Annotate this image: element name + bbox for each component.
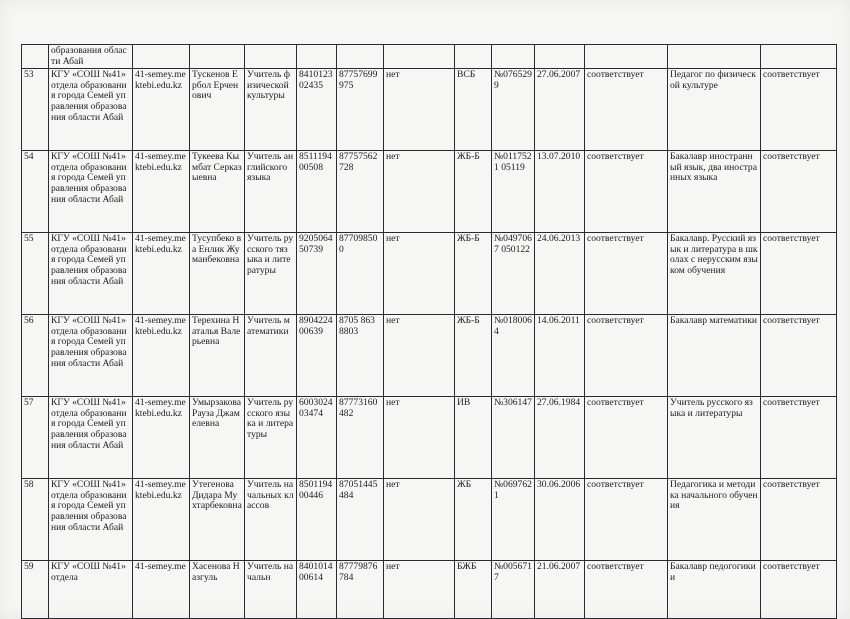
- cell-specialty: Бакалавр иностранный язык, два иностранных языка: [668, 151, 761, 233]
- cell-organization: КГУ «СОШ №41» отдела образования города Семей управления образования области Абай: [49, 151, 133, 233]
- cell-position: Учитель начальных классов: [245, 479, 297, 561]
- cell-conclusion: соответствует: [761, 69, 837, 151]
- cell-number: 57: [22, 397, 49, 479]
- cell-number: 53: [22, 69, 49, 151]
- table-row-fragment: [22, 45, 837, 69]
- cell-website: 41-semey.mektebi.edu.kz: [133, 479, 190, 561]
- cell-number: 56: [22, 315, 49, 397]
- cell-conclusion: соответствует: [761, 561, 837, 619]
- cell-organization: КГУ «СОШ №41» отдела образования города Семей управления образования области Абай: [49, 315, 133, 397]
- cell-website: 41-semey.mektebi.edu.kz: [133, 233, 190, 315]
- cell-full-name: Тукеева Кымбат Серказыевна: [190, 151, 245, 233]
- cell-status: соответствует: [585, 233, 668, 315]
- cell-organization: КГУ «СОШ №41» отдела: [49, 561, 133, 619]
- cell-full-name: Умырзакова Рауза Джамелевна: [190, 397, 245, 479]
- cell-flag: нет: [384, 69, 455, 151]
- cell-diploma-series: ЖБ-Б: [455, 233, 492, 315]
- cell-full-name: Терехина Наталья Валерьевна: [190, 315, 245, 397]
- cell-website: 41-semey.mektebi.edu.kz: [133, 151, 190, 233]
- cell-position: Учитель английского языка: [245, 151, 297, 233]
- cell-status: соответствует: [585, 315, 668, 397]
- cell-conclusion: соответствует: [761, 151, 837, 233]
- cell-date: 27.06.2007: [535, 69, 585, 151]
- cell-flag: нет: [384, 151, 455, 233]
- cell-organization: КГУ «СОШ №41» отдела образования города Семей управления образования области Абай: [49, 233, 133, 315]
- cell-number: 59: [22, 561, 49, 619]
- cell-diploma-series: ЖБ-Б: [455, 151, 492, 233]
- cell-status: соответствует: [585, 397, 668, 479]
- cell-specialty: Бакалавр педогогики и: [668, 561, 761, 619]
- cell-website: 41-semey.mektebi.edu.kz: [133, 69, 190, 151]
- cell-iin: 840101400614: [297, 561, 337, 619]
- cell-specialty: Педагогика и методика начального обучения: [668, 479, 761, 561]
- cell-diploma-series: БЖБ: [455, 561, 492, 619]
- cell-iin: 851119400508: [297, 151, 337, 233]
- table-row: [22, 397, 837, 479]
- table-row: [22, 315, 837, 397]
- cell-diploma-number: №0180064: [492, 315, 535, 397]
- cell-full-name: Утегенова Дидара Мухтарбековна: [190, 479, 245, 561]
- cell-specialty: Бакалавр математики: [668, 315, 761, 397]
- cell-iin: 600302403474: [297, 397, 337, 479]
- cell-flag: нет: [384, 233, 455, 315]
- cell-position: Учитель начальн: [245, 561, 297, 619]
- staff-table: [21, 44, 837, 619]
- table-row: [22, 233, 837, 315]
- table-row: [22, 561, 837, 619]
- cell-flag: нет: [384, 561, 455, 619]
- cell-phone: 87757562728: [337, 151, 384, 233]
- cell-website: 41-semey.mektebi.edu.kz: [133, 397, 190, 479]
- cell-position: Учитель физической культуры: [245, 69, 297, 151]
- cell-flag: нет: [384, 397, 455, 479]
- cell-diploma-series: ВСБ: [455, 69, 492, 151]
- table-row: [22, 69, 837, 151]
- cell-full-name: Тусупбеко ва Енлик Жуманбековна: [190, 233, 245, 315]
- cell-diploma-number: №0117521 05119: [492, 151, 535, 233]
- cell-date: 27.06.1984: [535, 397, 585, 479]
- cell-phone: 87773160482: [337, 397, 384, 479]
- cell-number: 58: [22, 479, 49, 561]
- cell-flag: нет: [384, 315, 455, 397]
- cell-date: 30.06.2006: [535, 479, 585, 561]
- cell-diploma-series: ИВ: [455, 397, 492, 479]
- cell-specialty: Учитель русского языка и литературы: [668, 397, 761, 479]
- cell-date: 13.07.2010: [535, 151, 585, 233]
- cell-phone: 87051445484: [337, 479, 384, 561]
- cell-organization: КГУ «СОШ №41» отдела образования города Семей управления образования области Абай: [49, 397, 133, 479]
- cell-diploma-number: №306147: [492, 397, 535, 479]
- cell-iin: 850119400446: [297, 479, 337, 561]
- cell-position: Учитель русского тязыка и литературы: [245, 233, 297, 315]
- table-row: [22, 151, 837, 233]
- cell-date: 14.06.2011: [535, 315, 585, 397]
- cell-organization: образования области Абай: [49, 45, 133, 69]
- cell-conclusion: соответствует: [761, 315, 837, 397]
- cell-full-name: Хасенова Назгуль: [190, 561, 245, 619]
- cell-diploma-number: №0497067 050122: [492, 233, 535, 315]
- cell-phone: 8705 863 8803: [337, 315, 384, 397]
- table-row: [22, 479, 837, 561]
- cell-website: 41-semey.me: [133, 561, 190, 619]
- cell-iin: 890422400639: [297, 315, 337, 397]
- cell-diploma-number: №0056717: [492, 561, 535, 619]
- cell-number: 54: [22, 151, 49, 233]
- cell-date: 24.06.2013: [535, 233, 585, 315]
- cell-number: [22, 45, 49, 69]
- cell-phone: 877098500: [337, 233, 384, 315]
- cell-diploma-number: №0697621: [492, 479, 535, 561]
- cell-organization: КГУ «СОШ №41» отдела образования города Семей управления образования области Абай: [49, 479, 133, 561]
- cell-iin: 920506450739: [297, 233, 337, 315]
- cell-flag: нет: [384, 479, 455, 561]
- cell-full-name: Тускенов Ербол Ерченович: [190, 69, 245, 151]
- cell-iin: 841012302435: [297, 69, 337, 151]
- cell-status: соответствует: [585, 151, 668, 233]
- cell-website: 41-semey.mektebi.edu.kz: [133, 315, 190, 397]
- cell-phone: 87779876784: [337, 561, 384, 619]
- cell-number: 55: [22, 233, 49, 315]
- cell-conclusion: соответствует: [761, 233, 837, 315]
- cell-conclusion: соответствует: [761, 479, 837, 561]
- cell-specialty: Педагог по физической культуре: [668, 69, 761, 151]
- cell-date: 21.06.2007: [535, 561, 585, 619]
- cell-specialty: Бакалавр. Русский язык и литература в школах с нерусским языком обучения: [668, 233, 761, 315]
- cell-status: соответствует: [585, 479, 668, 561]
- cell-diploma-series: ЖБ: [455, 479, 492, 561]
- cell-diploma-number: №0765299: [492, 69, 535, 151]
- cell-status: соответствует: [585, 561, 668, 619]
- cell-phone: 87757699975: [337, 69, 384, 151]
- cell-conclusion: соответствует: [761, 397, 837, 479]
- cell-position: Учитель математики: [245, 315, 297, 397]
- cell-organization: КГУ «СОШ №41» отдела образования города Семей управления образования области Абай: [49, 69, 133, 151]
- cell-position: Учитель русского языка и литературы: [245, 397, 297, 479]
- cell-diploma-series: ЖБ-Б: [455, 315, 492, 397]
- cell-status: соответствует: [585, 69, 668, 151]
